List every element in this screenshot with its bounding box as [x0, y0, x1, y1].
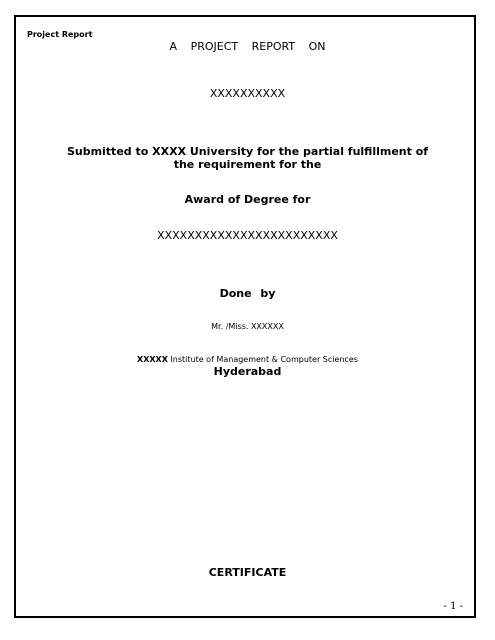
- title-word: A: [169, 40, 178, 53]
- city-name: Hyderabad: [213, 365, 282, 378]
- project-name: XXXXXXXXXX: [209, 87, 286, 100]
- page-number: - 1 -: [443, 601, 463, 612]
- title-word: ON: [308, 40, 326, 53]
- institute-line: [0, 355, 495, 364]
- title-word: PROJECT: [190, 40, 239, 53]
- report-title: [0, 40, 495, 53]
- degree-name: XXXXXXXXXXXXXXXXXXXXXXXX: [157, 229, 338, 242]
- running-header: Project Report: [27, 30, 93, 39]
- page-border: [14, 15, 476, 618]
- submission-statement: Submitted to XXXX University for the partial fulfillment of the requirement for the: [66, 145, 429, 171]
- certificate-heading: CERTIFICATE: [208, 566, 287, 579]
- institute-prefix: XXXXX: [137, 355, 168, 364]
- institute-name: Institute of Management & Computer Sciences: [167, 355, 358, 364]
- award-line: Award of Degree for: [184, 193, 311, 206]
- done-by-heading: Done by: [219, 287, 276, 300]
- student-name: Mr. /Miss. XXXXXX: [211, 322, 284, 331]
- title-word: REPORT: [251, 40, 296, 53]
